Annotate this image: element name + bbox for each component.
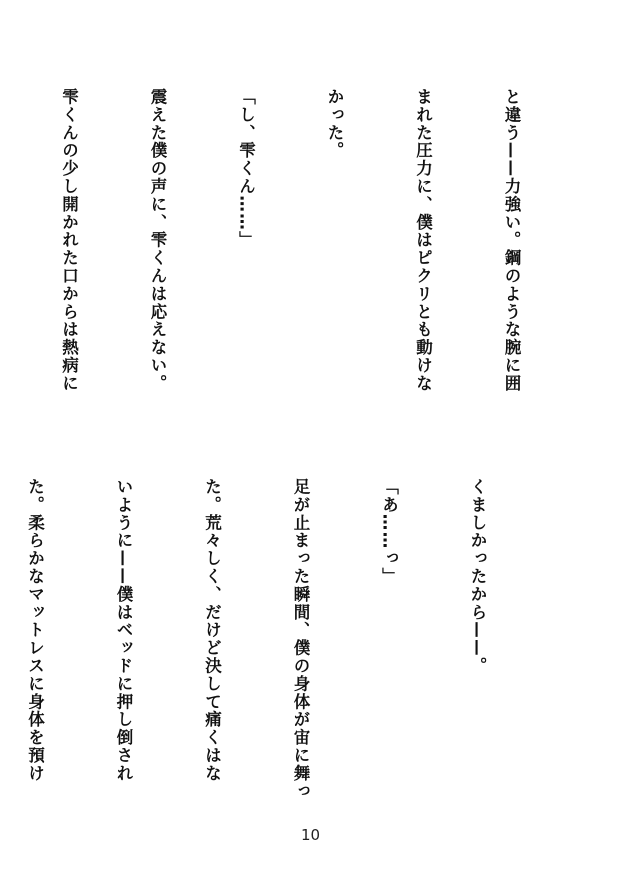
- text-line: た。荒々しく、だけど決して痛くはな: [202, 478, 222, 783]
- text-line: いように——僕はベッドに押し倒され: [114, 478, 133, 783]
- text-line: と違う——力強い。鋼のような腕に囲: [502, 88, 521, 393]
- text-line: 足が止まった瞬間、僕の身体が宙に舞っ: [291, 478, 310, 801]
- text-line: 雫くんの少し開かれた口からは熱病に: [59, 88, 79, 393]
- text-line: 「あ……っ」: [379, 478, 399, 586]
- text-line: くましかったから——。: [468, 478, 487, 675]
- text-block-bottom: [0, 478, 551, 818]
- text-line: 震えた僕の声に、雫くんは応えない。: [148, 88, 167, 393]
- text-line: 「し、雫くん……」: [236, 88, 256, 250]
- text-line: まれた圧力に、僕はピクリとも動けな: [413, 88, 433, 393]
- text-line: かった。: [325, 88, 344, 160]
- page-number: 10: [300, 826, 321, 844]
- text-line: た。柔らかなマットレスに身体を預け: [25, 478, 45, 783]
- text-block-top: [0, 88, 585, 428]
